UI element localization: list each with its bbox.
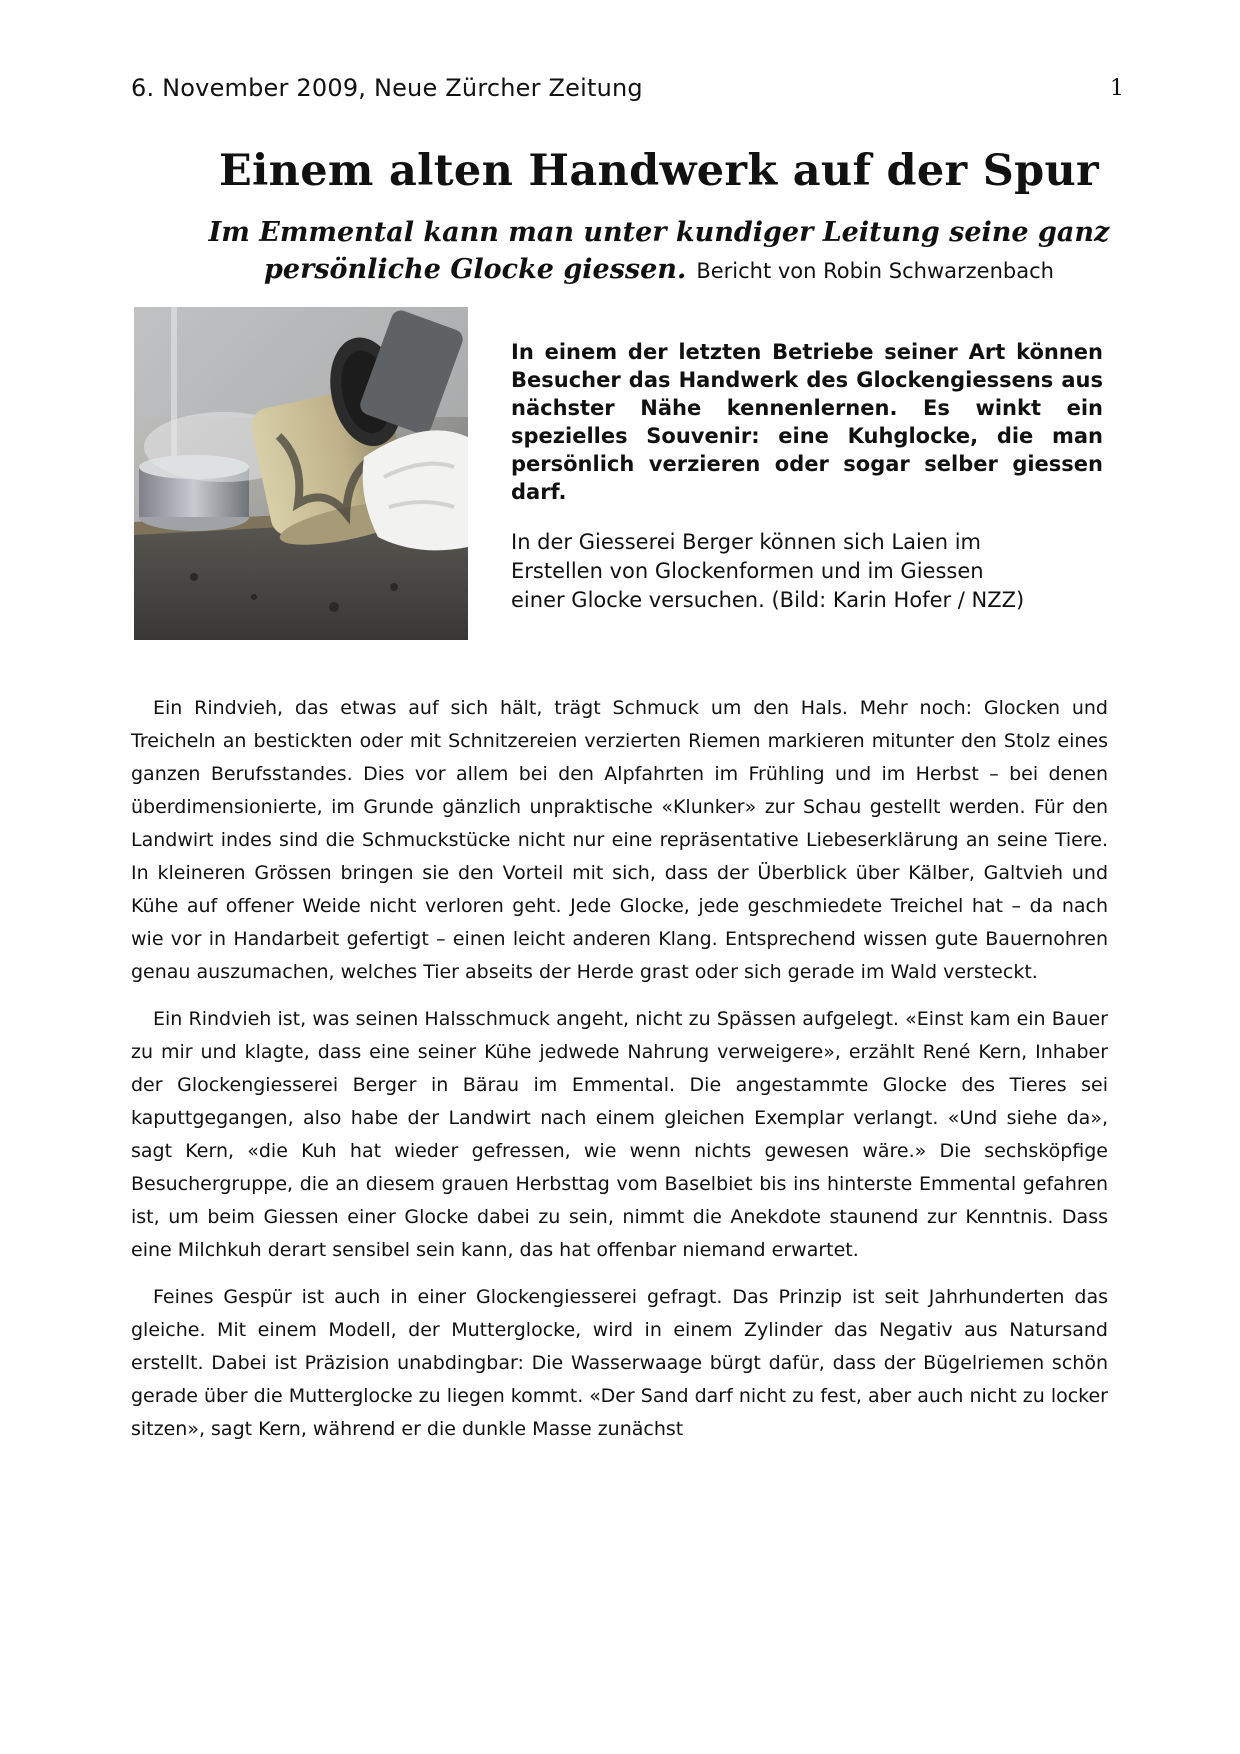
body-paragraph: Feines Gespür ist auch in einer Glockengiesserei gefragt. Das Prinzip ist seit Jahrhunderten das gleiche. Mit einem Modell, der Mutterglocke, wird in einem Zylinder das Negativ aus Natursand erstellt. Dabei ist Präzision unabdingbar: Die Wasserwaage bürgt dafür, dass der Bügelriemen schön gerade über die Mutterglocke zu liegen kommt. «Der Sand darf nicht zu fest, aber auch nicht zu locker sitzen», sagt Kern, während er die dunkle Masse zunächst (131, 1286, 1108, 1440)
subtitle-block (130, 216, 1188, 290)
body-paragraph: Ein Rindvieh, das etwas auf sich hält, trägt Schmuck um den Hals. Mehr noch: Glocken und Treicheln an bestickten oder mit Schnitzereien verzierten Riemen markieren mitunter den Stolz eines ganzen Berufsstandes. Dies vor allem bei den Alpfahrten im Frühling und im Herbst – bei denen überdimensionierte, im Grunde gänzlich unpraktische «Klunker» zur Schau gestellt werden. Für den Landwirt indes sind die Schmuckstücke nicht nur eine repräsentative Liebeserklärung an seine Tiere. In kleineren Grössen bringen sie den Vorteil mit sich, dass der Überblick über Kälber, Galtvieh und Kühe auf offener Weide nicht verloren geht. Jede Glocke, jede geschmiedete Treichel hat – da nach wie vor in Handarbeit gefertigt – einen leicht anderen Klang. Entsprechend wissen gute Bauernohren genau auszumachen, welches Tier abseits der Herde grast oder sich gerade im Wald versteckt. (131, 697, 1108, 983)
article-lead: In einem der letzten Betriebe seiner Art können Besucher das Handwerk des Glockengiessens aus nächster Nähe kennenlernen. Es winkt ein spezielles Souvenir: eine Kuhglocke, die man persönlich verzieren oder sogar selber giessen darf. (511, 340, 1103, 504)
lead-block (511, 338, 1103, 615)
page-number: 1 (1110, 76, 1124, 101)
article-photo (134, 307, 468, 640)
article-subtitle: Im Emmental kann man unter kundiger Leitung seine ganz persönliche Glocke giessen. (208, 217, 1110, 285)
photo-caption: In der Giesserei Berger können sich Laien im Erstellen von Glockenformen und im Giessen einer Glocke versuchen. (Bild: Karin Hofer / NZZ) (511, 530, 1025, 612)
byline: Bericht von Robin Schwarzenbach (696, 259, 1054, 283)
article-title: Einem alten Handwerk auf der Spur (218, 146, 1100, 196)
article-body (131, 692, 1108, 1460)
bell-casting-photo-illustration (134, 307, 468, 640)
body-paragraph: Ein Rindvieh ist, was seinen Halsschmuck angeht, nicht zu Spässen aufgelegt. «Einst kam ein Bauer zu mir und klagte, dass eine seiner Kühe jedwede Nahrung verweigere», erzählt René Kern, Inhaber der Glockengiesserei Berger in Bärau im Emmental. Die angestammte Glocke des Tieres sei kaputtgegangen, also habe der Landwirt nach einem gleichen Exemplar verlangt. «Und siehe da», sagt Kern, «die Kuh hat wieder gefressen, wie wenn nichts gewesen wäre.» Die sechsköpfige Besuchergruppe, die an diesem grauen Herbsttag vom Baselbiet bis ins hinterste Emmental gefahren ist, um beim Giessen einer Glocke dabei zu sein, nimmt die Anekdote staunend zur Kenntnis. Dass eine Milchkuh derart sensibel sein kann, das hat offenbar niemand erwartet. (131, 1008, 1108, 1261)
dateline: 6. November 2009, Neue Zürcher Zeitung (131, 74, 643, 102)
